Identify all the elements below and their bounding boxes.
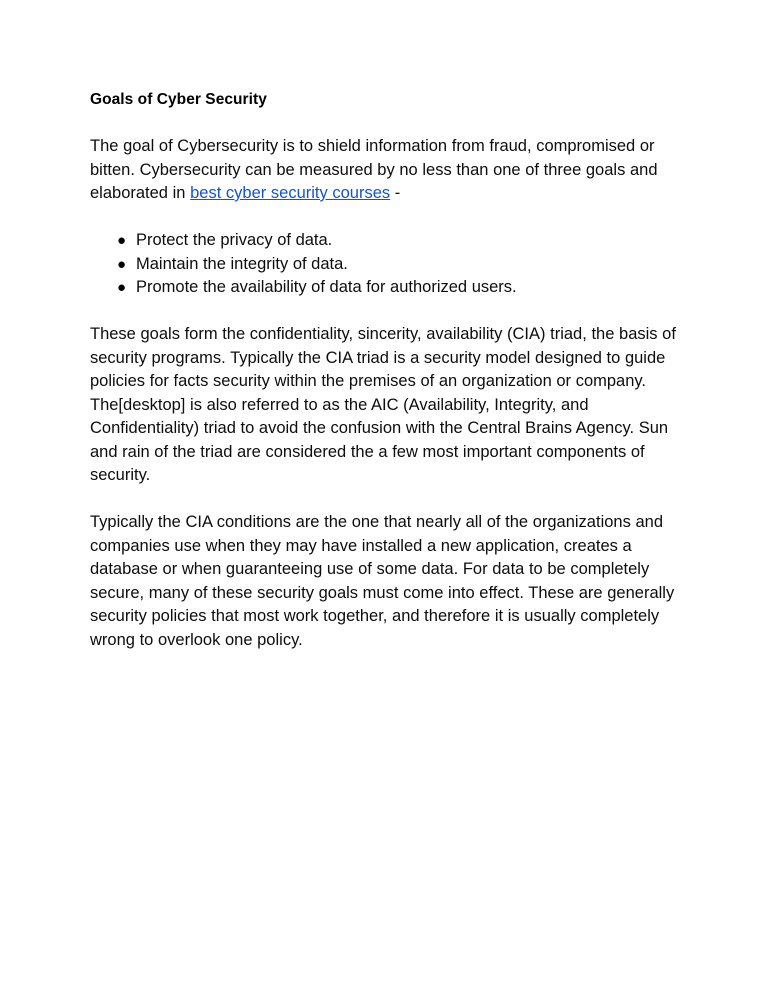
document-body	[90, 88, 680, 652]
paragraph-spacer	[90, 488, 680, 512]
intro-paragraph	[90, 135, 680, 206]
goals-list	[90, 229, 680, 300]
list-item	[90, 229, 680, 253]
list-paragraph-spacer	[90, 300, 680, 324]
bullet-icon: ●	[117, 232, 127, 249]
list-item-label: Maintain the integrity of data.	[136, 254, 348, 273]
list-item-label: Promote the availability of data for authorized users.	[136, 278, 517, 296]
cia-triad-paragraph: These goals form the confidentiality, sincerity, availability (CIA) triad, the basis of security programs. Typically the CIA triad is a security model designed to guide policies for facts security within the premises of an organization or company. The[desktop] is also referred to as the AIC (Availability, Integrity, and Confidentiality) triad to avoid the confusion with the Central Brains Agency. Sun and rain of the triad are considered the a few most important components of security.	[90, 325, 676, 484]
intro-paragraph-text-before-link: The goal of Cybersecurity is to shield information from fraud, compromised or bitten. Cybersecurity can be measured by no less than one of three goals and elaborated in	[90, 137, 658, 202]
heading-paragraph-spacer	[90, 112, 680, 136]
intro-paragraph-text-after-link: -	[390, 184, 401, 202]
list-item	[90, 253, 680, 277]
page-title: Goals of Cyber Security	[90, 91, 267, 108]
cia-conditions-paragraph: Typically the CIA conditions are the one that nearly all of the organizations and companies use when they may have installed a new application, creates a database or when guaranteeing use of some data. For data to be completely secure, many of these security goals must come into effect. These are generally security policies that most work together, and therefore it is usually completely wrong to overlook one policy.	[90, 513, 675, 649]
bullet-icon: ●	[117, 279, 127, 296]
intro-list-spacer	[90, 206, 680, 230]
best-cyber-security-courses-link[interactable]: best cyber security courses	[190, 184, 391, 202]
bullet-icon: ●	[117, 255, 127, 273]
list-item-label: Protect the privacy of data.	[136, 231, 333, 249]
list-item	[90, 276, 680, 300]
